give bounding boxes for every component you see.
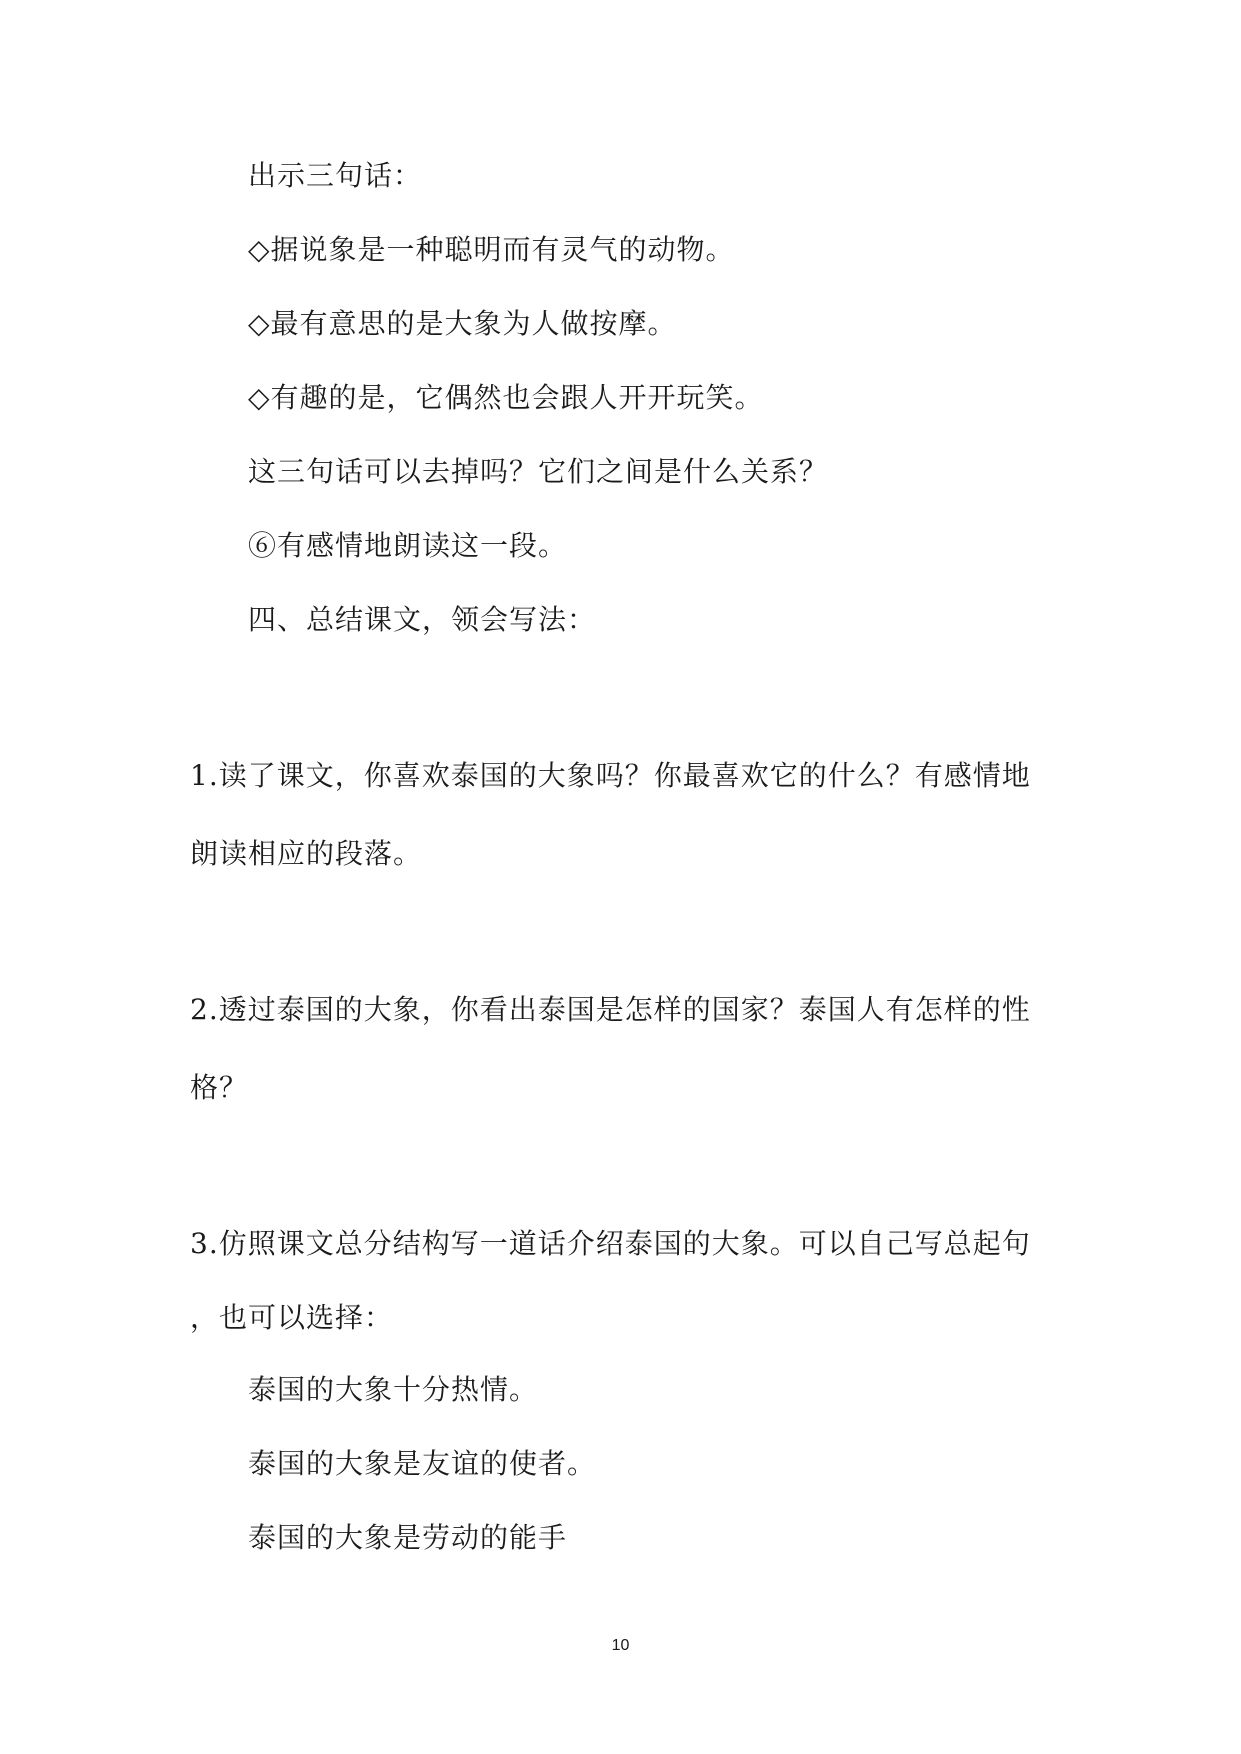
option-3: 泰国的大象是劳动的能手 bbox=[248, 1521, 568, 1554]
section-4-heading: 四、总结课文，领会写法： bbox=[248, 603, 597, 636]
item-1-line-2: 朗读相应的段落。 bbox=[190, 837, 423, 870]
item-3-line-2: ，也可以选择： bbox=[190, 1301, 394, 1334]
page-number: 10 bbox=[611, 1637, 630, 1654]
sentence-3: ◇有趣的是，它偶然也会跟人开开玩笑。 bbox=[248, 381, 764, 414]
intro-heading: 出示三句话： bbox=[248, 159, 423, 192]
intro-question: 这三句话可以去掉吗？它们之间是什么关系？ bbox=[248, 455, 829, 488]
item-1-line-1: 1.读了课文，你喜欢泰国的大象吗？你最喜欢它的什么？有感情地 bbox=[190, 759, 1031, 792]
option-2: 泰国的大象是友谊的使者。 bbox=[248, 1447, 597, 1480]
option-1: 泰国的大象十分热情。 bbox=[248, 1373, 539, 1406]
sentence-1: ◇据说象是一种聪明而有灵气的动物。 bbox=[248, 233, 735, 266]
step-6: ⑥有感情地朗读这一段。 bbox=[248, 529, 568, 562]
item-2-line-2: 格？ bbox=[190, 1071, 249, 1104]
sentence-2: ◇最有意思的是大象为人做按摩。 bbox=[248, 307, 677, 340]
item-3-line-1: 3.仿照课文总分结构写一道话介绍泰国的大象。可以自己写总起句 bbox=[190, 1227, 1031, 1260]
item-2-line-1: 2.透过泰国的大象，你看出泰国是怎样的国家？泰国人有怎样的性 bbox=[190, 993, 1031, 1026]
